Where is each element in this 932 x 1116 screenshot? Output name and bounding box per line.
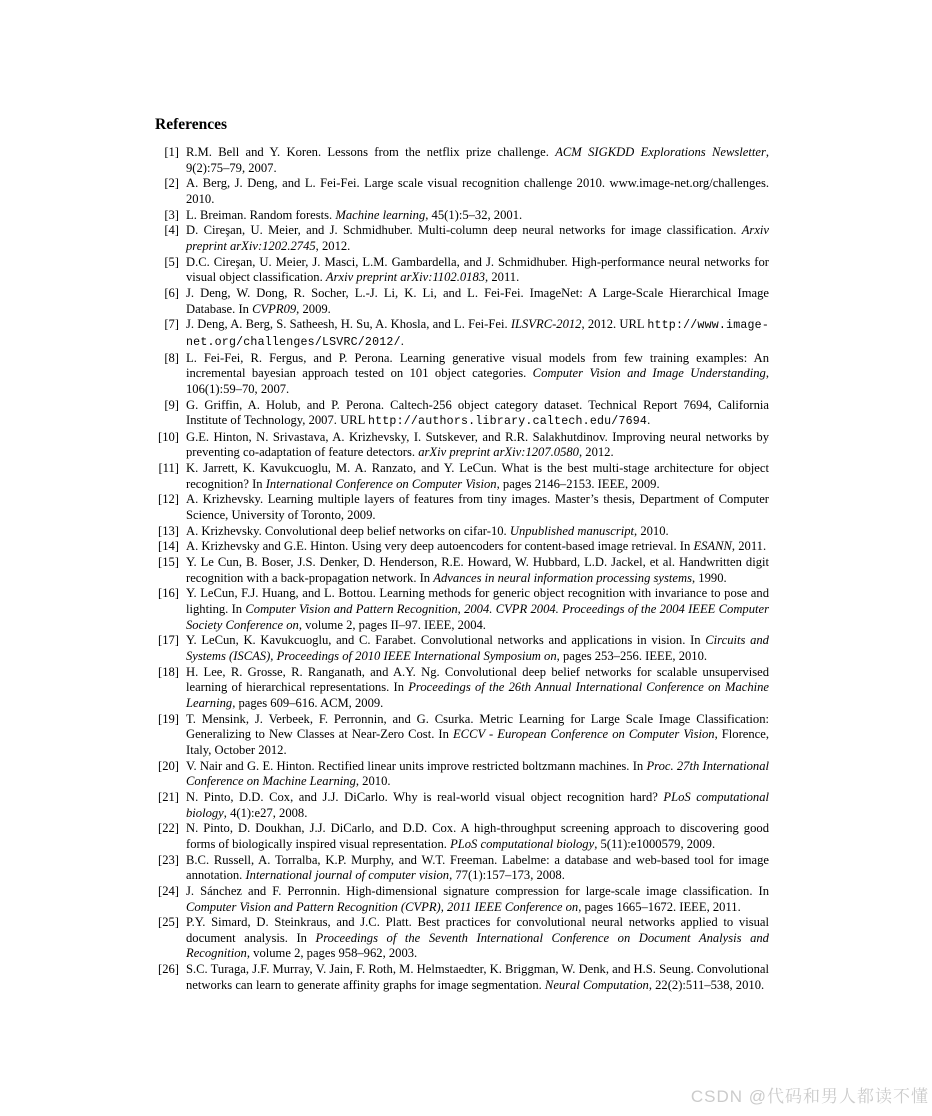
- reference-roman-text: .: [400, 333, 404, 348]
- reference-number: [5]: [164, 254, 179, 269]
- reference-item: [155, 398, 769, 430]
- reference-roman-text: B.C. Russell, A. Torralba, K.P. Murphy, and W.T. Freeman. Labelme: a database and web-based tool for image annotation.: [186, 852, 769, 883]
- reference-number: [17]: [158, 633, 179, 648]
- reference-number: [9]: [164, 397, 179, 412]
- venue-name: International journal of computer vision: [245, 868, 450, 883]
- reference-roman-text: D.C. Cireşan, U. Meier, J. Masci, L.M. Gambardella, and J. Schmidhuber. High-performance neural networks for visual object classification.: [186, 254, 769, 285]
- reference-roman-text: H. Lee, R. Grosse, R. Ranganath, and A.Y. Ng. Convolutional deep belief networks for scalable unsupervised learning of hierarchical representations. In: [186, 664, 769, 695]
- venue-name: ACM SIGKDD Explorations Newsletter: [555, 145, 766, 159]
- venue-name: Unpublished manuscript: [509, 523, 635, 538]
- venue-name: Neural Computation: [544, 977, 649, 992]
- reference-roman-text: , 77(1):157–173, 2008.: [449, 868, 565, 883]
- reference-roman-text: , pages 1665–1672. IEEE, 2011.: [578, 899, 741, 914]
- reference-roman-text: S.C. Turaga, J.F. Murray, V. Jain, F. Roth, M. Helmstaedter, K. Briggman, W. Denk, and H.S. Seung. Convolutional networks can learn to generate affinity graphs for image segmentation.: [186, 962, 769, 992]
- reference-roman-text: , 5(11):e1000579, 2009.: [594, 836, 716, 851]
- reference-item: [155, 665, 769, 712]
- reference-roman-text: Y. Le Cun, B. Boser, J.S. Denker, D. Henderson, R.E. Howard, W. Hubbard, L.D. Jackel, et al. Handwritten digit recognition with a back-propagation network. In: [186, 555, 769, 585]
- reference-number: [1]: [164, 145, 179, 159]
- reference-item: [155, 286, 769, 317]
- reference-roman-text: Y. LeCun, K. Kavukcuoglu, and C. Farabet. Convolutional networks and applications in vision. In: [186, 633, 706, 648]
- reference-roman-text: , volume 2, pages II–97. IEEE, 2004.: [298, 617, 486, 632]
- reference-text: [186, 539, 769, 555]
- reference-roman-text: , 45(1):5–32, 2001.: [425, 207, 523, 222]
- reference-roman-text: , pages 2146–2153. IEEE, 2009.: [496, 476, 660, 491]
- reference-roman-text: J. Deng, W. Dong, R. Socher, L.-J. Li, K. Li, and L. Fei-Fei. ImageNet: A Large-Scale Hierarchical Image Database. In: [186, 285, 769, 316]
- reference-number: [12]: [158, 492, 179, 507]
- reference-item: [155, 492, 769, 523]
- reference-item: [155, 145, 769, 176]
- reference-text: [186, 208, 769, 224]
- reference-roman-text: P.Y. Simard, D. Steinkraus, and J.C. Platt. Best practices for convolutional neural networks applied to visual document analysis. In: [186, 915, 769, 945]
- reference-list: [155, 145, 769, 993]
- reference-number: [2]: [164, 176, 179, 191]
- venue-name: Circuits and Systems (ISCAS), Proceedings of 2010 IEEE International Symposium on: [186, 633, 769, 663]
- reference-number: [25]: [158, 915, 179, 930]
- references-section: [155, 117, 769, 993]
- reference-roman-text: , 2009.: [296, 301, 331, 316]
- reference-text: [186, 145, 769, 176]
- reference-item: [155, 255, 769, 286]
- reference-text: [186, 430, 769, 461]
- reference-text: [186, 255, 769, 286]
- reference-roman-text: , 2011.: [485, 270, 520, 285]
- venue-name: PLoS computational biology: [450, 836, 595, 851]
- reference-item: [155, 317, 769, 350]
- venue-name: ESANN: [693, 539, 732, 554]
- reference-roman-text: T. Mensink, J. Verbeek, F. Perronnin, and G. Csurka. Metric Learning for Large Scale Image Classification: Generalizing to New Classes at Near-Zero Cost. In: [186, 711, 769, 742]
- venue-name: arXiv preprint arXiv:1207.0580: [418, 445, 579, 460]
- reference-number: [4]: [164, 223, 179, 238]
- reference-item: [155, 586, 769, 633]
- reference-roman-text: N. Pinto, D. Doukhan, J.J. DiCarlo, and D.D. Cox. A high-throughput screening approach to discovering good forms of biologically inspired visual representation.: [186, 821, 769, 851]
- venue-name: Proceedings of the 26th Annual International Conference on Machine Learning: [186, 680, 770, 710]
- reference-roman-text: , 2012.: [578, 445, 614, 460]
- reference-roman-text: , 22(2):511–538, 2010.: [648, 977, 765, 992]
- reference-roman-text: , pages 253–256. IEEE, 2010.: [556, 649, 708, 663]
- reference-item: [155, 712, 769, 759]
- reference-roman-text: , 2011.: [731, 539, 767, 554]
- reference-roman-text: R.M. Bell and Y. Koren. Lessons from the netflix prize challenge.: [186, 145, 556, 159]
- reference-roman-text: L. Fei-Fei, R. Fergus, and P. Perona. Learning generative visual models from few training examples: An incremental bayesian approach tested on 101 object categories.: [186, 350, 769, 381]
- reference-text: [186, 461, 769, 492]
- reference-item: [155, 821, 769, 852]
- reference-roman-text: , 4(1):e27, 2008.: [223, 805, 308, 820]
- reference-roman-text: , Florence, Italy, October 2012.: [186, 727, 770, 757]
- reference-item: [155, 853, 769, 884]
- reference-roman-text: A. Berg, J. Deng, and L. Fei-Fei. Large scale visual recognition challenge 2010. www.image-net.org/challenges. 2010.: [186, 176, 769, 206]
- reference-text: [186, 223, 769, 254]
- venue-name: Arxiv preprint arXiv:1102.0183: [325, 270, 486, 285]
- reference-number: [16]: [158, 586, 179, 601]
- venue-name: CVPR09: [252, 301, 297, 316]
- reference-roman-text: , 106(1):59–70, 2007.: [186, 366, 769, 396]
- reference-item: [155, 962, 769, 993]
- reference-roman-text: , 9(2):75–79, 2007.: [186, 145, 769, 175]
- reference-text: [186, 665, 769, 712]
- reference-item: [155, 884, 769, 915]
- reference-number: [8]: [164, 350, 179, 365]
- reference-text: [186, 492, 769, 523]
- venue-name: International Conference on Computer Vision: [265, 476, 497, 491]
- reference-text: [186, 555, 769, 586]
- reference-item: [155, 539, 769, 555]
- reference-text: [186, 398, 769, 430]
- reference-number: [7]: [164, 317, 179, 332]
- reference-item: [155, 208, 769, 224]
- reference-number: [24]: [158, 883, 179, 898]
- reference-text: [186, 915, 769, 962]
- reference-roman-text: G.E. Hinton, N. Srivastava, A. Krizhevsky, I. Sutskever, and R.R. Salakhutdinov. Improving neural networks by preventing co-adaptation of feature detectors.: [186, 429, 769, 460]
- reference-roman-text: .: [647, 413, 651, 428]
- reference-roman-text: A. Krizhevsky. Convolutional deep belief networks on cifar-10.: [186, 523, 510, 538]
- reference-roman-text: , 2012. URL: [581, 317, 648, 332]
- reference-text: [186, 821, 769, 852]
- reference-text: [186, 884, 769, 915]
- reference-number: [14]: [158, 539, 179, 554]
- reference-roman-text: J. Sánchez and F. Perronnin. High-dimensional signature compression for large-scale image classification. In: [186, 883, 769, 898]
- reference-roman-text: A. Krizhevsky. Learning multiple layers of features from tiny images. Master’s thesis, Department of Computer Science, University of Toronto, 2009.: [186, 492, 769, 523]
- reference-number: [6]: [164, 285, 179, 300]
- reference-item: [155, 759, 769, 790]
- reference-item: [155, 223, 769, 254]
- reference-text: [186, 712, 769, 759]
- reference-text: [186, 524, 769, 540]
- reference-item: [155, 176, 769, 207]
- reference-text: [186, 286, 769, 317]
- reference-number: [15]: [158, 555, 179, 570]
- reference-number: [13]: [158, 523, 179, 538]
- reference-roman-text: , 2012.: [315, 238, 351, 253]
- reference-roman-text: G. Griffin, A. Holub, and P. Perona. Caltech-256 object category dataset. Technical Report 7694, California Institute of Technology, 2007. URL: [186, 397, 769, 428]
- reference-item: [155, 524, 769, 540]
- reference-roman-text: , 1990.: [692, 570, 727, 585]
- reference-roman-text: , pages 609–616. ACM, 2009.: [232, 695, 384, 710]
- reference-number: [21]: [158, 789, 179, 804]
- reference-roman-text: L. Breiman. Random forests.: [186, 207, 336, 222]
- reference-number: [23]: [158, 852, 179, 867]
- venue-name: Computer Vision and Pattern Recognition (CVPR), 2011 IEEE Conference on: [186, 899, 579, 914]
- reference-item: [155, 915, 769, 962]
- reference-roman-text: Y. LeCun, F.J. Huang, and L. Bottou. Learning methods for generic object recognition with invariance to pose and lighting. In: [186, 586, 769, 617]
- reference-number: [11]: [158, 461, 179, 476]
- reference-item: [155, 790, 769, 821]
- reference-roman-text: A. Krizhevsky and G.E. Hinton. Using very deep autoencoders for content-based image retrieval. In: [186, 539, 694, 554]
- venue-name: ILSVRC-2012: [510, 317, 582, 332]
- venue-name: ECCV - European Conference on Computer Vision: [452, 727, 715, 742]
- reference-item: [155, 555, 769, 586]
- url-link[interactable]: http://authors.library.caltech.edu/7694: [367, 415, 648, 429]
- venue-name: PLoS computational biology: [186, 789, 769, 820]
- reference-item: [155, 351, 769, 398]
- reference-roman-text: J. Deng, A. Berg, S. Satheesh, H. Su, A. Khosla, and L. Fei-Fei.: [186, 317, 511, 332]
- reference-item: [155, 633, 769, 664]
- csdn-watermark: CSDN @代码和男人都读不懂: [690, 1087, 929, 1106]
- reference-text: [186, 633, 769, 664]
- reference-number: [20]: [158, 758, 179, 773]
- references-heading: References: [155, 116, 228, 133]
- reference-roman-text: , 2010.: [355, 774, 391, 789]
- reference-roman-text: N. Pinto, D.D. Cox, and J.J. DiCarlo. Why is real-world visual object recognition hard?: [186, 789, 664, 804]
- reference-number: [3]: [164, 207, 179, 222]
- reference-item: [155, 461, 769, 492]
- reference-number: [19]: [158, 711, 179, 726]
- reference-roman-text: D. Cireşan, U. Meier, and J. Schmidhuber. Multi-column deep neural networks for image classification.: [186, 223, 742, 238]
- reference-text: [186, 176, 769, 207]
- reference-roman-text: V. Nair and G. E. Hinton. Rectified linear units improve restricted boltzmann machines. In: [186, 758, 647, 773]
- reference-item: [155, 430, 769, 461]
- reference-text: [186, 962, 769, 993]
- reference-text: [186, 586, 769, 633]
- reference-number: [18]: [158, 664, 179, 679]
- reference-roman-text: , 2010.: [634, 523, 669, 538]
- reference-number: [22]: [158, 821, 179, 836]
- reference-text: [186, 317, 769, 350]
- reference-number: [10]: [158, 429, 179, 444]
- url-link[interactable]: http://www.image-net.org/challenges/LSVRC/2012/: [186, 319, 769, 349]
- venue-name: Proceedings of the Seventh International Conference on Document Analysis and Recognition: [186, 930, 769, 961]
- venue-name: Proc. 27th International Conference on Machine Learning: [186, 758, 769, 789]
- venue-name: Computer Vision and Pattern Recognition, 2004. CVPR 2004. Proceedings of the 2004 IEEE Computer Society Conference on: [186, 602, 769, 632]
- venue-name: Machine learning: [335, 207, 426, 222]
- venue-name: Computer Vision and Image Understanding: [532, 366, 766, 381]
- venue-name: Arxiv preprint arXiv:1202.2745: [186, 223, 769, 253]
- reference-text: [186, 759, 769, 790]
- reference-text: [186, 853, 769, 884]
- venue-name: Advances in neural information processing systems: [433, 570, 692, 585]
- reference-roman-text: K. Jarrett, K. Kavukcuoglu, M. A. Ranzato, and Y. LeCun. What is the best multi-stage architecture for object recognition? In: [186, 461, 769, 491]
- reference-number: [26]: [158, 962, 179, 977]
- reference-text: [186, 351, 769, 398]
- reference-text: [186, 790, 769, 821]
- reference-roman-text: , volume 2, pages 958–962, 2003.: [246, 946, 418, 961]
